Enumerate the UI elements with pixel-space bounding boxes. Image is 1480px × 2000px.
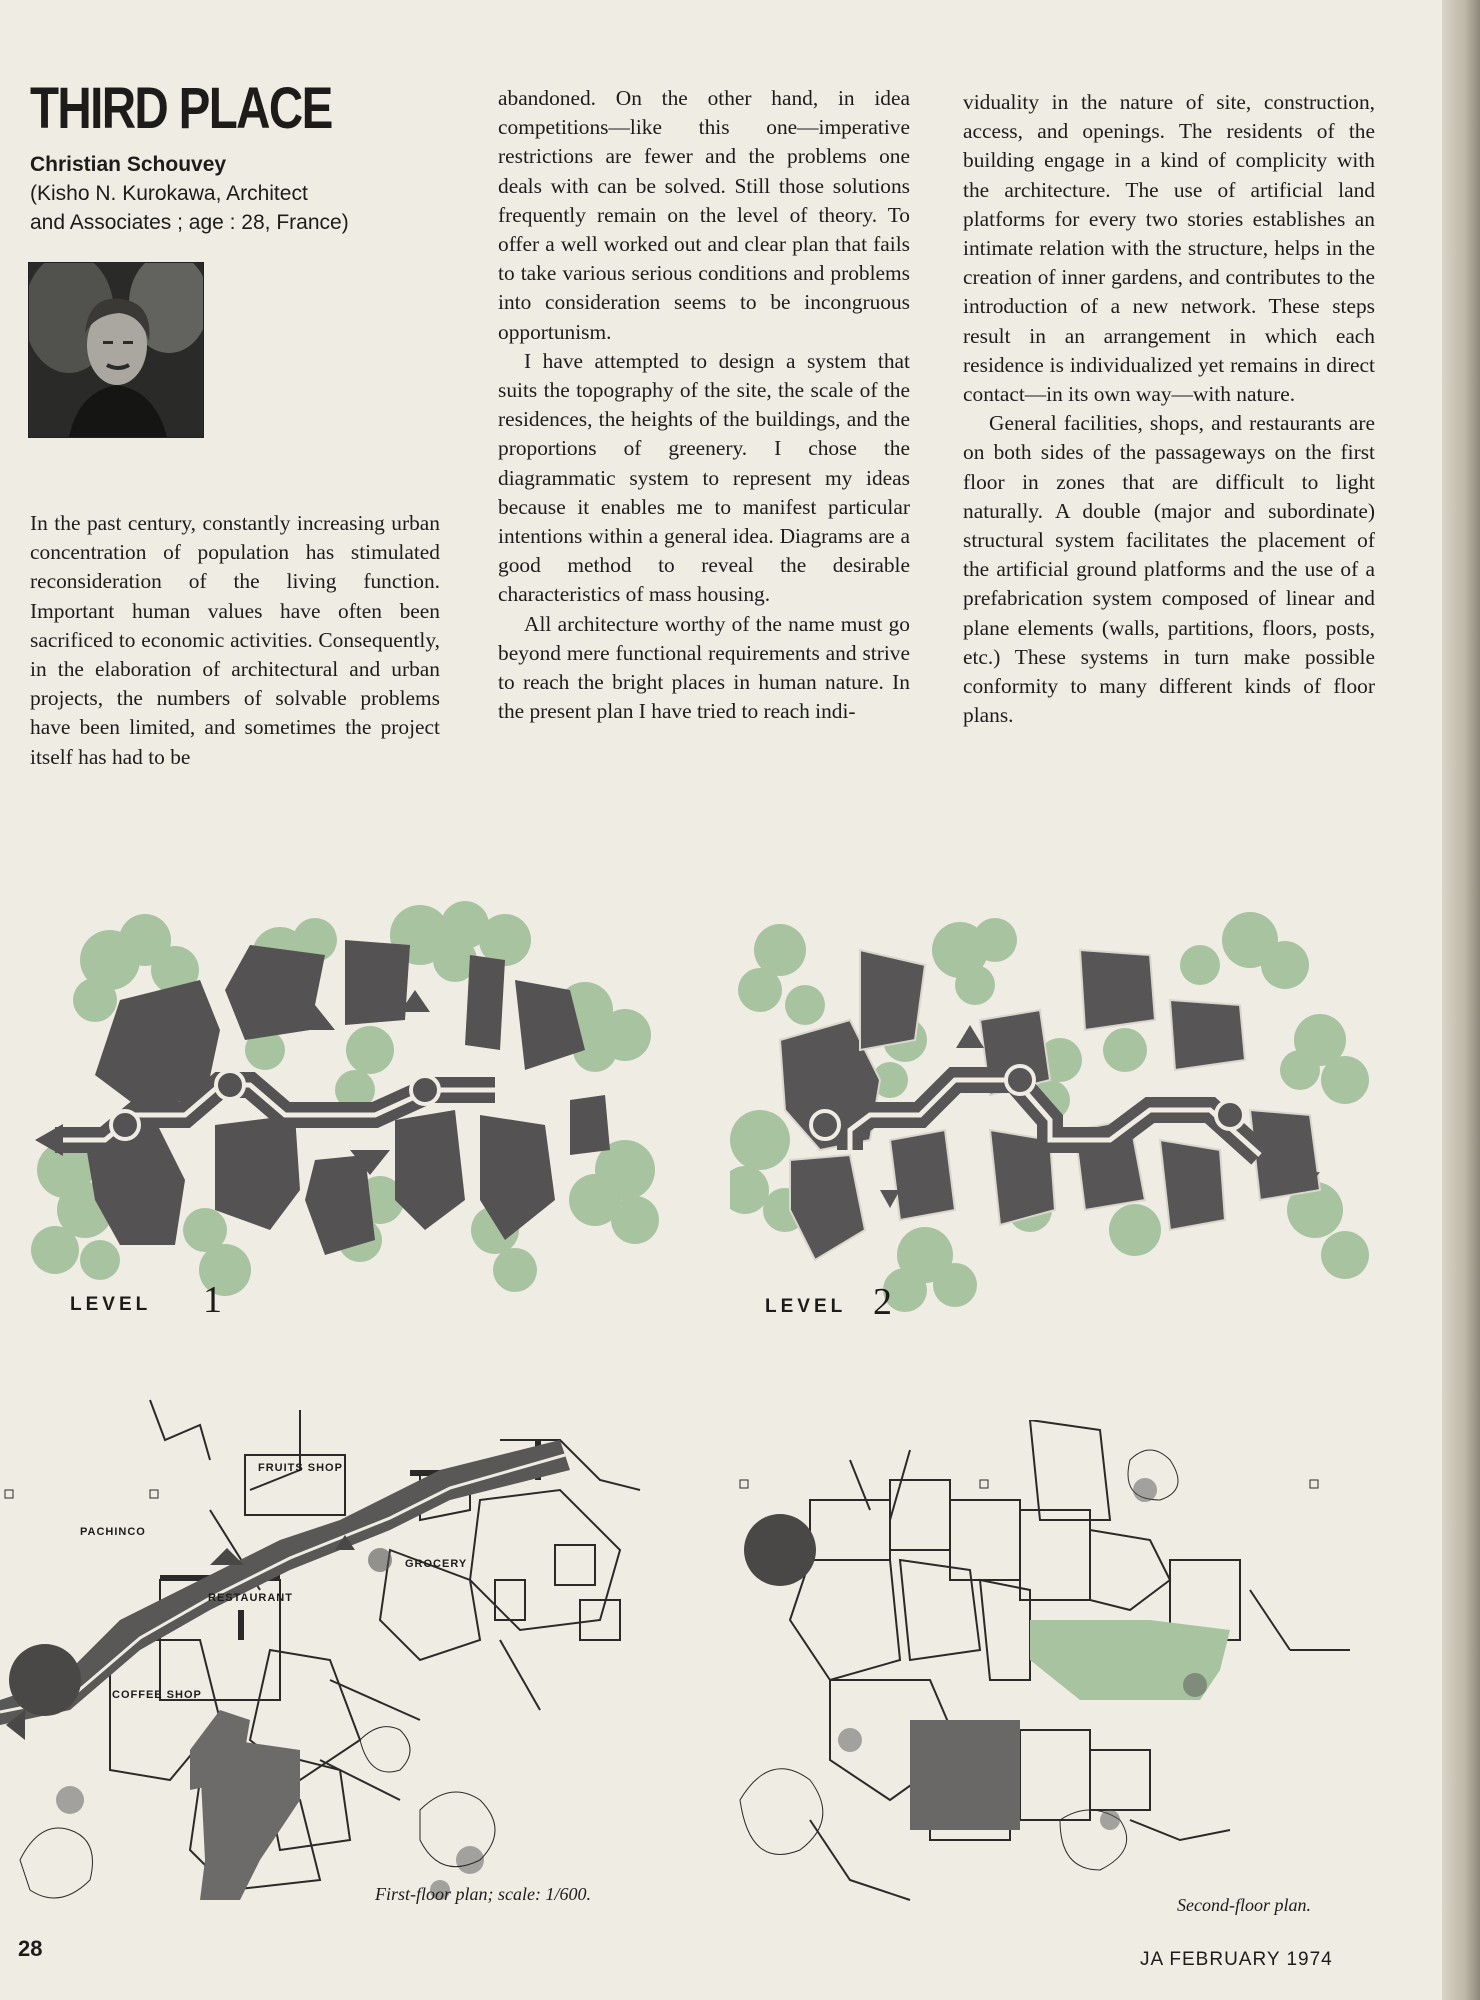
author-affiliation-2: and Associates ; age : 28, France)	[30, 211, 349, 234]
col2-paragraph-2: I have attempted to design a system that suits the topography of the site, the scale of the residences, the heights of the buildings, and the proportions of greenery. I chose the diagrammatic system to represent my ideas because it enables me to manifest particular intentions within a general idea. Diagrams are a good method to reveal the desirable characteristics of mass housing.	[498, 348, 910, 607]
first-floor-marker-2	[150, 1490, 158, 1498]
second-floor-circle-plaza	[744, 1514, 816, 1586]
byline	[30, 150, 450, 237]
first-floor-marker-1	[5, 1490, 13, 1498]
author-affiliation-1: (Kisho N. Kurokawa, Architect	[30, 182, 308, 205]
second-floor-marker-2	[980, 1480, 988, 1488]
second-floor-marker-1	[740, 1480, 748, 1488]
col1-paragraph-1: In the past century, constantly increasing urban concentration of population has stimulated reconsideration of the living function. Important human values have often been sacrificed to economic activities. Consequently, in the elaboration of architectural and urban projects, the numbers of solvable problems have been limited, and sometimes the project itself has had to be	[30, 511, 440, 769]
portrait-illustration	[29, 263, 203, 437]
first-floor-plan	[0, 1380, 700, 1920]
author-portrait-photo	[28, 262, 204, 438]
page-spine-shadow	[1442, 0, 1480, 2000]
level-2-diagram	[730, 910, 1380, 1330]
column-3	[963, 88, 1375, 730]
page-number: 28	[18, 1936, 43, 1961]
col3-paragraph-2: General facilities, shops, and restaurants are on both sides of the passageways on the first floor in zones that are difficult to light naturally. A double (major and subordinate) structural system facilitates the placement of the artificial ground platforms and the use of a prefabrication system composed of linear and plane elements (walls, partitions, floors, posts, etc.) These systems in turn make possible conformity to many different kinds of floor plans.	[963, 411, 1375, 728]
col2-paragraph-1: abandoned. On the other hand, in idea competitions—like this one—imperative restrictions are fewer and the problems one deals with can be solved. Still those solutions frequently remain on the level of theory. To offer a well worked out and clear plan that fails to take various serious conditions and problems into consideration seems to be incongruous opportunism.	[498, 86, 910, 344]
level-2-label-word: LEVEL	[765, 1296, 847, 1317]
first-floor-caption: First-floor plan; scale: 1/600.	[375, 1884, 591, 1904]
label-fruits-shop: FRUITS SHOP	[258, 1462, 343, 1474]
second-floor-marker-3	[1310, 1480, 1318, 1488]
col3-paragraph-1: viduality in the nature of site, construction, access, and openings. The residents of the building engage in a kind of complicity with the architecture. The use of artificial land platforms for every two stories establishes an intimate relation with the structure, helps in the creation of inner gardens, and contributes to the introduction of a new network. These steps result in an arrangement in which each residence is individualized yet remains in direct contact—in its own way—with nature.	[963, 90, 1375, 407]
article-title: THIRD PLACE	[30, 76, 332, 141]
first-floor-main-passage	[0, 1440, 570, 1725]
second-floor-plan	[730, 1420, 1380, 1920]
level-1-label-word: LEVEL	[70, 1294, 152, 1315]
level-2-label-number: 2	[873, 1281, 892, 1323]
first-floor-circle-plaza	[9, 1644, 81, 1716]
col2-paragraph-3: All architecture worthy of the name must go beyond mere functional requirements and strive to reach the bright places in human nature. In the present plan I have tried to reach indi-	[498, 611, 910, 724]
journal-issue: JA FEBRUARY 1974	[1140, 1949, 1333, 1970]
label-pachinco: PACHINCO	[80, 1526, 146, 1538]
author-name: Christian Schouvey	[30, 153, 227, 176]
level-1-label-number: 1	[203, 1279, 222, 1320]
second-floor-caption: Second-floor plan.	[1177, 1895, 1311, 1915]
label-grocery: GROCERY	[405, 1558, 468, 1570]
column-2	[498, 84, 910, 726]
first-floor-walls	[110, 1400, 640, 1890]
column-1	[30, 509, 440, 772]
second-floor-shaded-unit	[910, 1720, 1020, 1830]
label-coffee-shop: COFFEE SHOP	[112, 1689, 202, 1701]
level-1-diagram	[25, 900, 675, 1320]
label-restaurant: RESTAURANT	[208, 1592, 293, 1604]
